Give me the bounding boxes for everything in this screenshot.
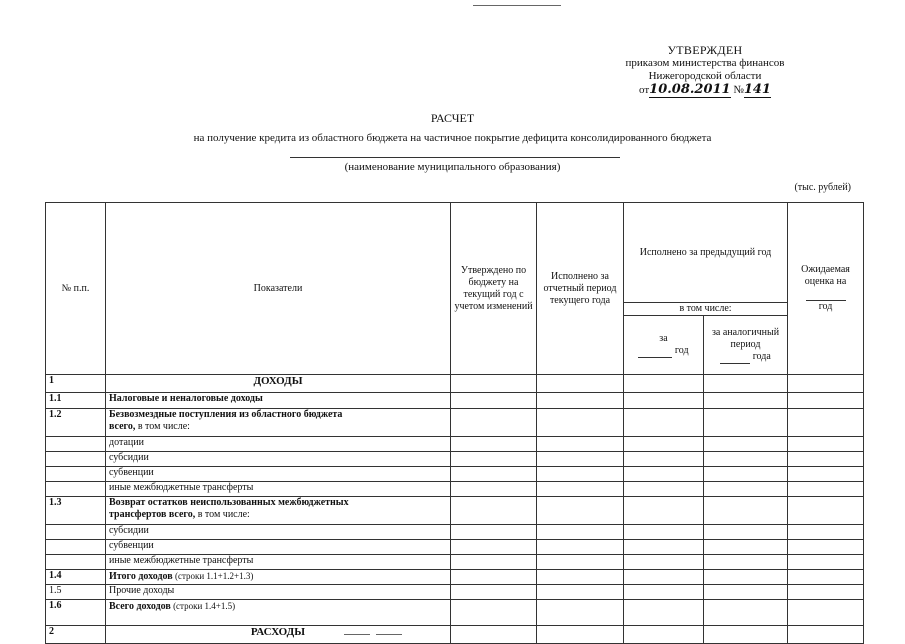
value-cell[interactable] xyxy=(537,393,624,409)
value-cell[interactable] xyxy=(537,482,624,497)
row-number xyxy=(46,437,106,452)
table-row xyxy=(46,626,864,644)
value-cell[interactable] xyxy=(788,482,864,497)
row-number: 1.1 xyxy=(46,393,106,409)
row-number xyxy=(46,525,106,540)
value-cell[interactable] xyxy=(704,555,788,570)
table-row xyxy=(46,600,864,626)
value-cell[interactable] xyxy=(624,409,704,437)
expected-part2: год xyxy=(818,301,833,312)
value-cell[interactable] xyxy=(704,626,788,644)
value-cell[interactable] xyxy=(451,437,537,452)
approval-title: УТВЕРЖДЕН xyxy=(667,43,743,57)
row-number: 1 xyxy=(46,375,106,393)
table-row xyxy=(46,452,864,467)
value-cell[interactable] xyxy=(537,600,624,626)
header-same-period xyxy=(704,316,788,375)
row-label: субсидии xyxy=(106,525,451,540)
row-number xyxy=(46,452,106,467)
table-row xyxy=(46,570,864,585)
value-cell[interactable] xyxy=(788,540,864,555)
table-row xyxy=(46,585,864,600)
value-cell[interactable] xyxy=(704,570,788,585)
row-label: субвенции xyxy=(106,467,451,482)
value-cell[interactable] xyxy=(704,540,788,555)
top-scan-mark xyxy=(473,5,561,6)
row-number xyxy=(46,482,106,497)
table-row xyxy=(46,393,864,409)
row-label xyxy=(106,570,451,585)
value-cell[interactable] xyxy=(537,555,624,570)
table-row xyxy=(46,375,864,393)
value-cell[interactable] xyxy=(704,482,788,497)
value-cell[interactable] xyxy=(451,467,537,482)
value-cell[interactable] xyxy=(624,375,704,393)
value-cell[interactable] xyxy=(624,497,704,525)
value-cell[interactable] xyxy=(788,375,864,393)
value-cell[interactable] xyxy=(537,540,624,555)
value-cell[interactable] xyxy=(624,452,704,467)
header-row xyxy=(46,203,864,303)
row-number: 1.2 xyxy=(46,409,106,437)
header-including: в том числе: xyxy=(624,303,788,316)
row-label-bold: трансфертов всего, xyxy=(109,509,196,520)
value-cell[interactable] xyxy=(537,437,624,452)
value-cell[interactable] xyxy=(788,585,864,600)
header-executed-current: Исполнено за отчетный период текущего года xyxy=(537,203,624,375)
value-cell[interactable] xyxy=(451,497,537,525)
row-label: дотации xyxy=(106,437,451,452)
value-cell[interactable] xyxy=(624,525,704,540)
value-cell[interactable] xyxy=(537,452,624,467)
table-row xyxy=(46,525,864,540)
date-prefix: от xyxy=(639,84,650,96)
value-cell[interactable] xyxy=(704,393,788,409)
row-number xyxy=(46,540,106,555)
value-cell[interactable] xyxy=(624,540,704,555)
row-number: 1.3 xyxy=(46,497,106,525)
for-year-part2: год xyxy=(674,344,689,356)
header-approved: Утверждено по бюджету на текущий год с учетом изменений xyxy=(451,203,537,375)
row-label xyxy=(106,409,451,437)
row-label-suffix: в том числе: xyxy=(195,509,250,520)
approval-stamp xyxy=(605,44,805,97)
row-label: ДОХОДЫ xyxy=(106,375,451,393)
table-row xyxy=(46,497,864,525)
value-cell[interactable] xyxy=(451,570,537,585)
value-cell[interactable] xyxy=(624,570,704,585)
row-label: иные межбюджетные трансферты xyxy=(106,555,451,570)
approval-date-line xyxy=(605,83,805,97)
value-cell[interactable] xyxy=(788,452,864,467)
table-row xyxy=(46,437,864,452)
value-cell[interactable] xyxy=(788,525,864,540)
value-cell[interactable] xyxy=(704,585,788,600)
value-cell[interactable] xyxy=(624,555,704,570)
value-cell[interactable] xyxy=(537,570,624,585)
row-label-main: Возврат остатков неиспользованных межбюджетных xyxy=(109,497,349,508)
header-num: № п.п. xyxy=(46,203,106,375)
value-cell[interactable] xyxy=(451,585,537,600)
value-cell[interactable] xyxy=(788,497,864,525)
value-cell[interactable] xyxy=(451,482,537,497)
table-row xyxy=(46,467,864,482)
value-cell[interactable] xyxy=(624,393,704,409)
value-cell[interactable] xyxy=(624,482,704,497)
value-cell[interactable] xyxy=(624,437,704,452)
row-label: субсидии xyxy=(106,452,451,467)
row-number: 1.6 xyxy=(46,600,106,626)
row-label: Прочие доходы xyxy=(106,585,451,600)
row-number: 1.5 xyxy=(46,585,106,600)
expected-part1: Ожидаемая оценка на xyxy=(801,264,850,287)
value-cell[interactable] xyxy=(788,570,864,585)
row-label xyxy=(106,600,451,626)
value-cell[interactable] xyxy=(451,626,537,644)
value-cell[interactable] xyxy=(788,600,864,626)
row-number: 2 xyxy=(46,626,106,644)
table-row xyxy=(46,409,864,437)
value-cell[interactable] xyxy=(451,409,537,437)
value-cell[interactable] xyxy=(704,497,788,525)
header-indicators: Показатели xyxy=(106,203,451,375)
value-cell[interactable] xyxy=(537,409,624,437)
row-label-suffix: в том числе: xyxy=(135,421,190,432)
value-cell[interactable] xyxy=(451,393,537,409)
value-cell[interactable] xyxy=(537,585,624,600)
value-cell[interactable] xyxy=(537,525,624,540)
value-cell[interactable] xyxy=(788,393,864,409)
date-value: 10.08.2011 xyxy=(649,82,731,97)
value-cell[interactable] xyxy=(624,467,704,482)
row-label: РАСХОДЫ xyxy=(106,626,451,644)
value-cell[interactable] xyxy=(537,497,624,525)
row-label-suffix: (строки 1.4+1.5) xyxy=(170,601,236,611)
same-period-part2: года xyxy=(752,350,771,362)
value-cell[interactable] xyxy=(451,525,537,540)
document-title: РАСЧЕТ xyxy=(430,111,475,125)
row-label: Налоговые и неналоговые доходы xyxy=(106,393,451,409)
value-cell[interactable] xyxy=(624,600,704,626)
value-cell[interactable] xyxy=(624,626,704,644)
calculation-table xyxy=(45,202,864,644)
row-label-suffix: (строки 1.1+1.2+1.3) xyxy=(172,571,254,581)
value-cell[interactable] xyxy=(788,626,864,644)
value-cell[interactable] xyxy=(788,437,864,452)
row-label: субвенции xyxy=(106,540,451,555)
unit-label: (тыс. рублей) xyxy=(794,182,851,193)
row-label-main: Итого доходов xyxy=(109,571,173,582)
value-cell[interactable] xyxy=(704,452,788,467)
value-cell[interactable] xyxy=(451,555,537,570)
row-number: 1.4 xyxy=(46,570,106,585)
value-cell[interactable] xyxy=(624,585,704,600)
header-for-year xyxy=(624,316,704,375)
value-cell[interactable] xyxy=(451,452,537,467)
value-cell[interactable] xyxy=(788,409,864,437)
same-period-part1: за аналогичный период xyxy=(711,326,780,350)
municipality-label: (наименование муниципального образования) xyxy=(344,161,561,173)
approval-order: приказом министерства финансов xyxy=(625,57,785,69)
value-cell[interactable] xyxy=(704,525,788,540)
row-number xyxy=(46,555,106,570)
municipality-fill-line xyxy=(290,157,620,158)
approval-region: Нижегородской области xyxy=(648,70,762,82)
table-row xyxy=(46,555,864,570)
value-cell[interactable] xyxy=(537,626,624,644)
value-cell[interactable] xyxy=(704,467,788,482)
row-label-main: Безвозмездные поступления из областного бюджета xyxy=(109,409,343,420)
value-cell[interactable] xyxy=(537,375,624,393)
value-cell[interactable] xyxy=(704,437,788,452)
for-year-part1: за xyxy=(659,332,668,344)
value-cell[interactable] xyxy=(788,555,864,570)
value-cell[interactable] xyxy=(704,409,788,437)
value-cell[interactable] xyxy=(788,467,864,482)
bottom-scan-marks xyxy=(344,634,412,635)
value-cell[interactable] xyxy=(704,375,788,393)
table-row xyxy=(46,482,864,497)
value-cell[interactable] xyxy=(704,600,788,626)
row-label: иные межбюджетные трансферты xyxy=(106,482,451,497)
value-cell[interactable] xyxy=(451,540,537,555)
value-cell[interactable] xyxy=(451,375,537,393)
document-subtitle: на получение кредита из областного бюджета на частичное покрытие дефицита консолидированного бюджета xyxy=(193,132,712,144)
row-label xyxy=(106,497,451,525)
value-cell[interactable] xyxy=(451,600,537,626)
header-expected xyxy=(788,203,864,375)
table-row xyxy=(46,540,864,555)
row-label-main: Всего доходов xyxy=(109,601,171,612)
number-value: 141 xyxy=(743,82,771,97)
number-prefix: № xyxy=(733,84,744,96)
row-number xyxy=(46,467,106,482)
value-cell[interactable] xyxy=(537,467,624,482)
header-executed-prev: Исполнено за предыдущий год xyxy=(624,203,788,303)
row-label-bold: всего, xyxy=(109,421,136,432)
